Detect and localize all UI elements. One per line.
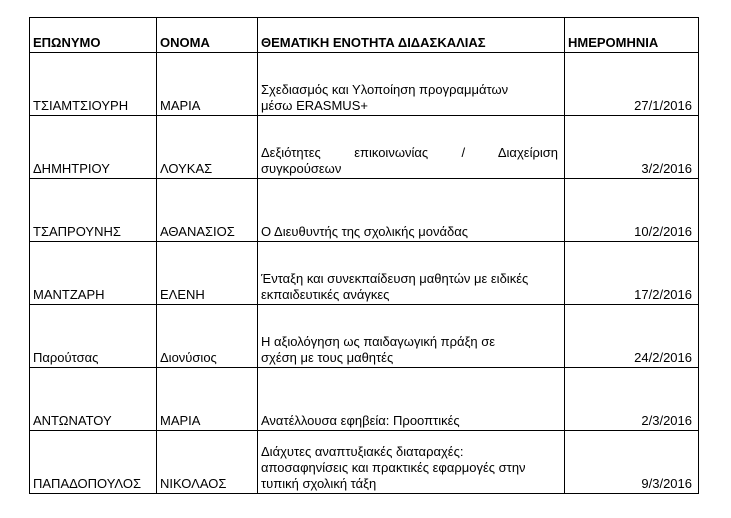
date-cell: 3/2/2016 [565,116,699,179]
topic-line: σχέση με τους μαθητές [261,350,394,365]
topic-cell [258,305,565,368]
topic-line: Ένταξη και συνεκπαίδευση μαθητών με ειδικές [261,271,529,286]
name-cell: Διονύσιος [157,305,258,368]
header-topic: ΘΕΜΑΤΙΚΗ ΕΝΟΤΗΤΑ ΔΙΔΑΣΚΑΛΙΑΣ [258,18,565,53]
name-cell: ΑΘΑΝΑΣΙΟΣ [157,179,258,242]
table-row [30,116,699,179]
topic-line: Διάχυτες αναπτυξιακές διαταραχές: [261,444,464,459]
topic-line: Ανατέλλουσα εφηβεία: Προοπτικές [261,413,460,428]
table-row [30,431,699,494]
topic-line: εκπαιδευτικές ανάγκες [261,287,390,302]
surname-cell: ΠΑΠΑΔΟΠΟΥΛΟΣ [30,431,157,494]
topic-cell [258,53,565,116]
topic-cell [258,368,565,431]
topic-cell [258,179,565,242]
topic-line: μέσω ERASMUS+ [261,98,368,113]
date-cell: 24/2/2016 [565,305,699,368]
surname-cell: ΑΝΤΩΝΑΤΟΥ [30,368,157,431]
topic-line: αποσαφηνίσεις και πρακτικές εφαρμογές στην [261,460,526,475]
table-row [30,179,699,242]
topic-cell [258,242,565,305]
table-row [30,242,699,305]
date-cell: 10/2/2016 [565,179,699,242]
topic-line: Σχεδιασμός και Υλοποίηση προγραμμάτων [261,82,509,97]
topic-line: τυπική σχολική τάξη [261,476,377,491]
name-cell: ΕΛΕΝΗ [157,242,258,305]
surname-cell: Παρούτσας [30,305,157,368]
header-name: ΟΝΟΜΑ [157,18,258,53]
surname-cell: ΤΣΙΑΜΤΣΙΟΥΡΗ [30,53,157,116]
topic-line: Η αξιολόγηση ως παιδαγωγική πράξη σε [261,334,496,349]
name-cell: ΛΟΥΚΑΣ [157,116,258,179]
date-cell: 9/3/2016 [565,431,699,494]
date-cell: 2/3/2016 [565,368,699,431]
topic-line: Ο Διευθυντής της σχολικής μονάδας [261,224,469,239]
table-row [30,53,699,116]
name-cell: ΜΑΡΙΑ [157,53,258,116]
date-cell: 17/2/2016 [565,242,699,305]
surname-cell: ΔΗΜΗΤΡΙΟΥ [30,116,157,179]
surname-cell: ΤΣΑΠΡΟΥΝΗΣ [30,179,157,242]
date-cell: 27/1/2016 [565,53,699,116]
header-surname: ΕΠΩΝΥΜΟ [30,18,157,53]
table-row [30,305,699,368]
name-cell: ΜΑΡΙΑ [157,368,258,431]
topic-line: συγκρούσεων [261,161,342,176]
topic-line: Δεξιότητες επικοινωνίας / Διαχείριση [261,145,558,160]
topic-cell [258,116,565,179]
topic-cell [258,431,565,494]
header-date: ΗΜΕΡΟΜΗΝΙΑ [565,18,699,53]
header-row [30,18,699,53]
surname-cell: ΜΑΝΤΖΑΡΗ [30,242,157,305]
table-row [30,368,699,431]
name-cell: ΝΙΚΟΛΑΟΣ [157,431,258,494]
lecture-schedule-table [29,17,699,494]
